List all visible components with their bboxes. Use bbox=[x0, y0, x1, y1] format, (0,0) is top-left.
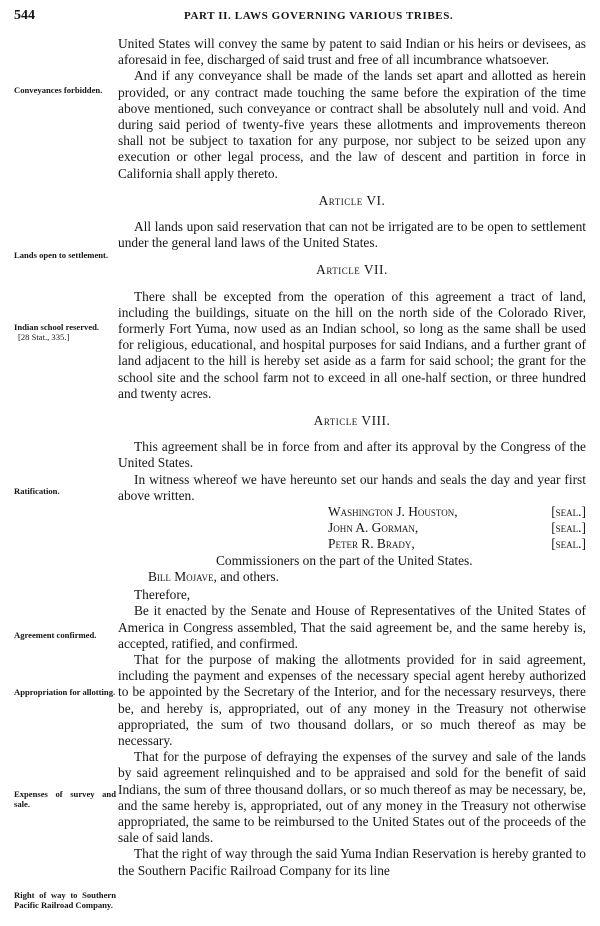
paragraph-conveyance: And if any conveyance shall be made of the lands set apart and allotted as herein provided, or any contract made touching the same before the expiration of the time above mentioned, such conveyance or contract shall be absolutely null and void. And during said period of twenty-five years these allotments and improvements thereon shall not be subject to taxation for any purpose, nor subject to be seized upon any execution or other legal process, and the law of descent and partition in force in California shall apply thereto. bbox=[118, 68, 586, 181]
page-header bbox=[14, 8, 586, 28]
paragraph-expenses: That for the purpose of defraying the expenses of the survey and sale of the lands by said agreement relinquished and to be appraised and sold for the benefit of said Indians, the sum of three thousand dollars, or so much thereof as may be necessary, be, and the same hereby is, appropriated, out of any money in the Treasury not otherwise appropriated, the same to be reimbursed to the United States out of the proceeds of the sale of said lands. bbox=[118, 749, 586, 846]
paragraph-school: There shall be excepted from the operation of this agreement a tract of land, including the buildings, situate on the hill on the north side of the Colorado River, formerly Fort Yuma, now used as an Indian school, so long as the same shall be used for religious, educational, and hospital purposes for said Indians, and a further grant of land adjacent to the hill is hereby set aside as a farm for said school; the grant for the school site and the school farm not to exceed in all one-half section, or three hundred and twenty acres. bbox=[118, 288, 586, 401]
margin-note-school-ref: [28 Stat., 335.] bbox=[18, 331, 70, 342]
paragraph-witness: In witness whereof we have hereunto set our hands and seals the day and year first above written. bbox=[118, 471, 586, 503]
paragraph-appropriation: That for the purpose of making the allotments provided for in said agreement, including the payment and expenses of the necessary special agent hereby authorized to be appointed by the Secretary of the Interior, and for the necessary resurveys, there be, and hereby is, appropriated, out of any money in the Treasury not otherwise appropriated, the sum of two thousand dollars, or so much thereof as may be necessary. bbox=[118, 651, 586, 748]
running-title: PART II. LAWS GOVERNING VARIOUS TRIBES. bbox=[184, 10, 454, 22]
article-heading-vi: Article VI. bbox=[318, 192, 386, 208]
commissioners-caption: Commissioners on the part of the United States. bbox=[216, 552, 473, 568]
margin-note-appropriation: Appropriation for allotting. bbox=[14, 687, 116, 697]
margin-note-ratification: Ratification. bbox=[14, 486, 60, 496]
article-heading-viii: Article VIII. bbox=[313, 413, 391, 429]
signatory-name: John A. Gorman, bbox=[328, 520, 419, 536]
signatory-name: Washington J. Houston, bbox=[328, 504, 458, 520]
margin-note-conveyances: Conveyances forbidden. bbox=[14, 85, 103, 95]
paragraph-ratification: This agreement shall be in force from and after its approval by the Congress of the United States. bbox=[118, 439, 586, 471]
margin-note-school-text: Indian school reserved. bbox=[14, 322, 100, 332]
paragraph-continuation: United States will convey the same by patent to said Indian or his heirs or devisees, as aforesaid in fee, discharged of said trust and free of all incumbrance whatsoever. bbox=[118, 36, 586, 68]
seal-mark: [seal.] bbox=[551, 504, 586, 520]
margin-note-right-of-way: Right of way to Southern Pacific Railroad Company. bbox=[14, 890, 116, 910]
paragraph-therefore: Therefore, bbox=[134, 587, 191, 603]
paragraph-lands-open: All lands upon said reservation that can not be irrigated are to be open to settlement under the general land laws of the United States. bbox=[118, 219, 586, 251]
page-number: 544 bbox=[14, 8, 35, 23]
margin-note-confirmed: Agreement confirmed. bbox=[14, 630, 97, 640]
signature-line bbox=[328, 520, 586, 536]
signature-block bbox=[118, 504, 586, 585]
seal-mark: [seal.] bbox=[551, 536, 586, 552]
signature-line bbox=[328, 536, 586, 552]
paragraph-right-of-way: That the right of way through the said Yuma Indian Reservation is hereby granted to the Southern Pacific Railroad Company for its line bbox=[118, 846, 586, 878]
body-text bbox=[118, 36, 586, 879]
signatory-name: Peter R. Brady, bbox=[328, 536, 415, 552]
margin-note-expenses: Expenses of survey and sale. bbox=[14, 789, 116, 809]
margin-note-school bbox=[14, 323, 116, 342]
additional-signatory-rest: and others. bbox=[216, 568, 279, 584]
signature-line bbox=[328, 504, 586, 520]
additional-signatory bbox=[148, 569, 586, 585]
seal-mark: [seal.] bbox=[551, 520, 586, 536]
additional-signatory-name: Bill Mojave, bbox=[148, 568, 217, 584]
article-heading-vii: Article VII. bbox=[316, 262, 388, 278]
paragraph-enacted: Be it enacted by the Senate and House of Representatives of the United States of America in Congress assembled, That the said agreement be, and the same hereby is, accepted, ratified, and confirmed. bbox=[118, 603, 586, 651]
margin-note-lands-open: Lands open to settlement. bbox=[14, 250, 109, 260]
